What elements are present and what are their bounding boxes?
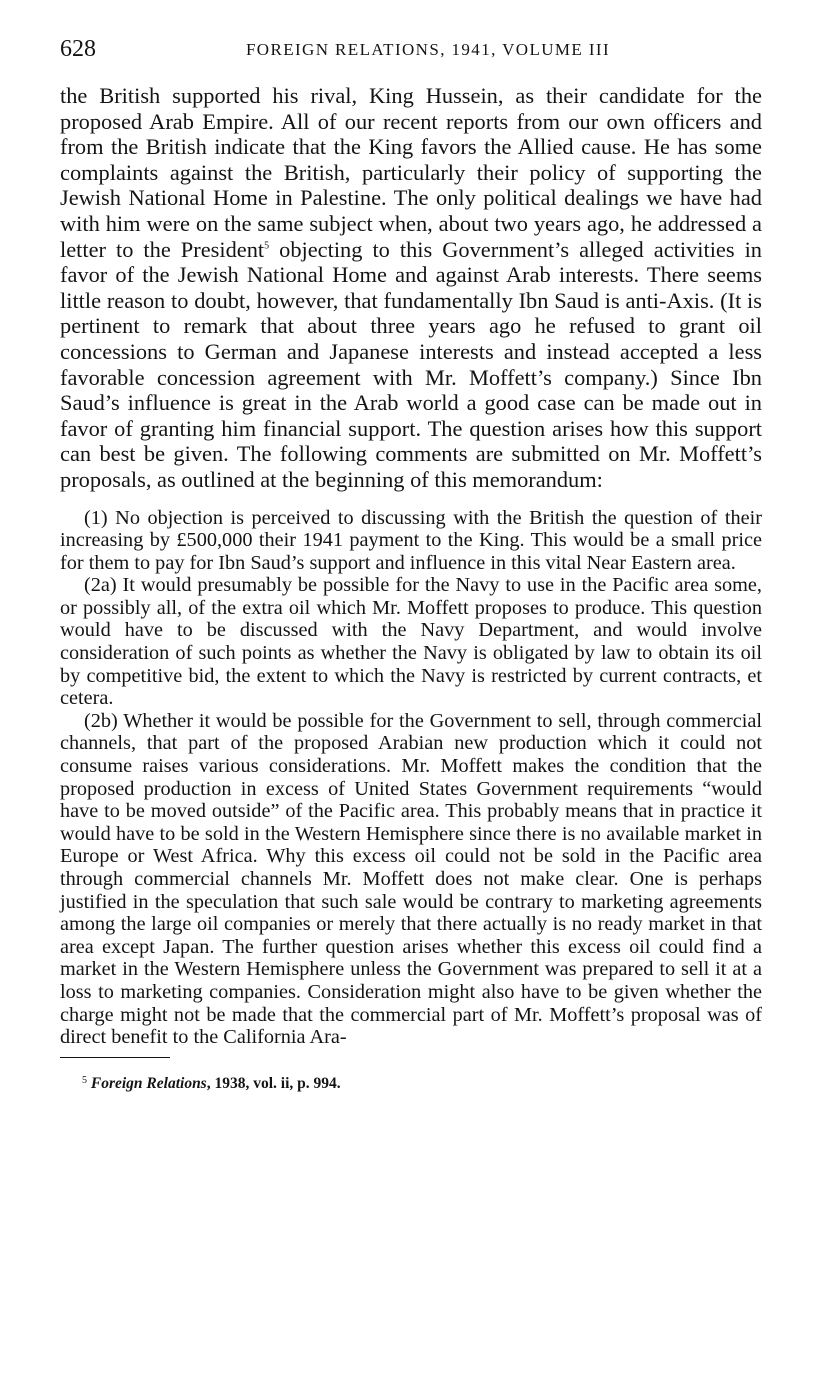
document-page xyxy=(60,32,762,1094)
body-text xyxy=(60,83,762,493)
extract-item-2b: (2b) Whether it would be possible for the Government to sell, through commercial channels, that part of the proposed Arabian new production which it could not consume raises various considerations. Mr. Moffett makes the condition that the proposed production in excess of United States Government requirements “would have to be moved outside” of the Pacific area. This probably means that in practice it would have to be sold in the Western Hemisphere since there is no available market in Europe or West Africa. Why this excess oil could not be sold in the Pacific area through commercial channels Mr. Moffett does not make clear. One is perhaps justified in the speculation that such sale would be contrary to marketing agreements among the large oil companies or merely that there actually is no ready market in that area except Japan. The further question arises whether this excess oil could find a market in the Western Hemisphere unless the Government was prepared to sell it at a loss to marketing companies. Consideration might also have to be given whether the charge might not be made that the commercial part of Mr. Moffett’s proposal was of direct benefit to the California Ara- xyxy=(60,709,762,1049)
running-head xyxy=(60,32,762,72)
memorandum-extract xyxy=(60,507,762,1049)
body-text-part-1: the British supported his rival, King Hussein, as their candidate for the proposed Arab Empire. All of our recent reports from our own officers and from the British indicate that the King favors the Allied cause. He has some complaints against the British, particularly their policy of supporting the Jewish National Home in Palestine. The only political dealings we have had with him were on the same subject when, about two years ago, he addressed a letter to the President xyxy=(60,83,762,262)
footnote-citation: , 1938, vol. ii, p. 994. xyxy=(206,1074,341,1092)
footnote-marker: 5 xyxy=(82,1074,87,1086)
footnote xyxy=(60,1071,762,1094)
footnote-divider xyxy=(60,1057,170,1058)
footnote-title: Foreign Relations xyxy=(90,1074,207,1092)
page-number: 628 xyxy=(60,36,96,62)
body-paragraph xyxy=(60,83,762,493)
footnote-reference: 5 xyxy=(264,240,270,252)
extract-item-2a: (2a) It would presumably be possible for the Navy to use in the Pacific area some, or possibly all, of the extra oil which Mr. Moffett proposes to produce. This question would have to be discussed with the Navy Department, and would involve consideration of such points as whether the Navy is obligated by law to obtain its oil by competitive bid, the extent to which the Navy is restricted by current contracts, et cetera. xyxy=(60,574,762,710)
body-text-part-2: objecting to this Government’s alleged activities in favor of the Jewish National Home and against Arab interests. There seems little reason to doubt, however, that fundamentally Ibn Saud is anti-Axis. (It is pertinent to remark that about three years ago he refused to grant oil concessions to German and Japanese interests and instead accepted a less favorable concession agreement with Mr. Moffett’s company.) Since Ibn Saud’s influence is great in the Arab world a good case can be made out in favor of granting him financial support. The question arises how this support can best be given. The following comments are submitted on Mr. Moffett’s proposals, as outlined at the beginning of this memorandum: xyxy=(60,236,763,492)
running-title: FOREIGN RELATIONS, 1941, VOLUME III xyxy=(245,40,611,59)
extract-item-1: (1) No objection is perceived to discussing with the British the question of their increasing by £500,000 their 1941 payment to the King. This would be a small price for them to pay for Ibn Saud’s support and influence in this vital Near Eastern area. xyxy=(60,506,762,574)
